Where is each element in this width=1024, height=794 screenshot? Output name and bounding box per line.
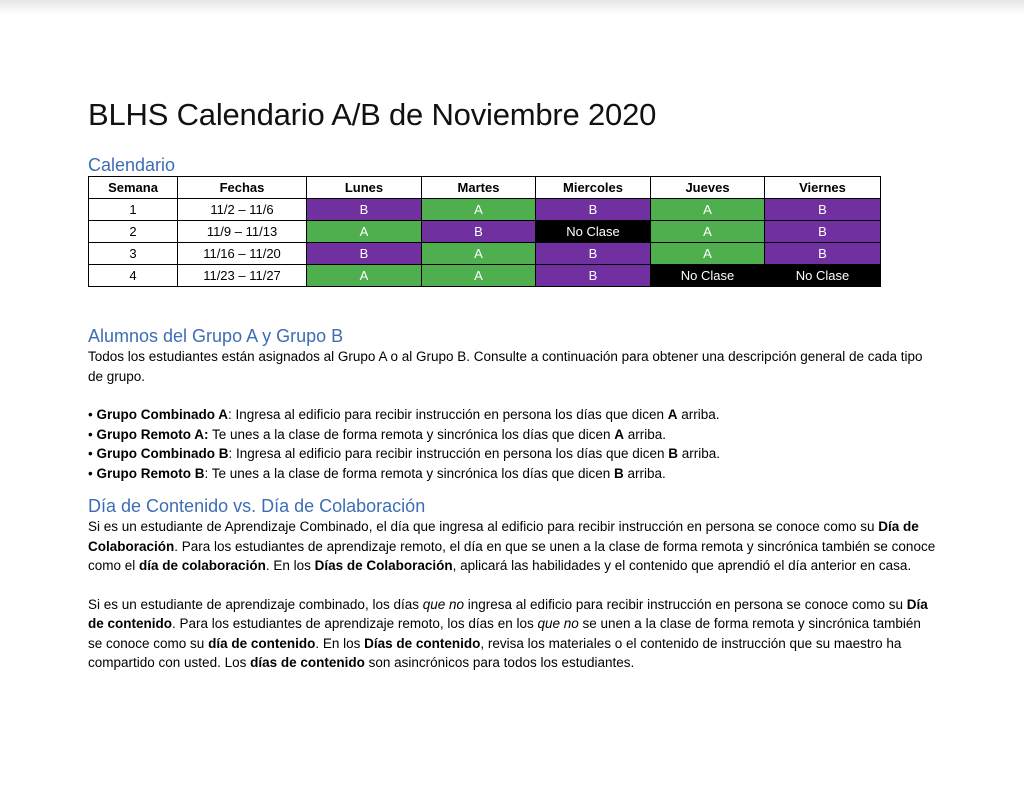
bold-run: Días de Colaboración <box>314 558 453 573</box>
calendar-heading: Calendario <box>88 155 176 175</box>
text-run: . Para los estudiantes de aprendizaje remoto, el día en que se unen a la clase de forma remota y sincrónica también se conoce como el <box>88 538 936 573</box>
day-cell: B <box>536 243 651 265</box>
dates-cell: 11/23 – 11/27 <box>178 265 307 287</box>
bullet-key: B <box>613 465 624 481</box>
text-run: , aplicará las habilidades y el contenido que aprendió el día anterior en casa. <box>452 558 912 573</box>
week-cell: 1 <box>89 199 178 221</box>
calendar-body <box>89 199 881 287</box>
dates-cell: 11/16 – 11/20 <box>178 243 307 265</box>
bullet-marker: • <box>88 426 93 442</box>
week-cell: 2 <box>89 221 178 243</box>
bullet-key: B <box>668 446 679 461</box>
text-run: . En los <box>265 558 315 573</box>
day-cell: No Clase <box>651 265 765 287</box>
dates-cell: 11/9 – 11/13 <box>178 221 307 243</box>
week-cell: 4 <box>89 265 178 287</box>
italic-run: que no <box>537 616 579 631</box>
day-cell: B <box>422 221 536 243</box>
day-cell: B <box>765 243 881 265</box>
content-day-heading: Día de Contenido vs. Día de Colaboración <box>88 496 426 516</box>
text-run: Si es un estudiante de aprendizaje combinado, los días <box>88 596 423 612</box>
day-cell: B <box>307 199 422 221</box>
header-viernes: Viernes <box>765 177 881 199</box>
text-run: ingresa al edificio para recibir instrucción en persona se conoce como su <box>464 596 907 612</box>
bullet-item <box>88 444 938 464</box>
bullet-item <box>88 425 938 445</box>
paragraph-content-day <box>88 595 938 673</box>
header-fechas: Fechas <box>178 177 307 199</box>
header-miercoles: Miercoles <box>536 177 651 199</box>
bullet-text: Ingresa al edificio para recibir instrucción en persona los días que dicen <box>231 407 668 422</box>
paragraph-collaboration <box>88 517 938 576</box>
day-cell: B <box>536 199 651 221</box>
day-cell: A <box>422 265 536 287</box>
bullet-separator: : <box>228 407 232 422</box>
day-cell: B <box>536 265 651 287</box>
day-cell: A <box>651 243 765 265</box>
bullet-text: Te unes a la clase de forma remota y sincrónica los días que dicen <box>208 426 615 442</box>
bullet-marker: • <box>88 407 93 422</box>
bullet-text: Te unes a la clase de forma remota y sincrónica los días que dicen <box>208 465 614 481</box>
table-row <box>89 243 881 265</box>
bullet-separator: : <box>204 465 209 481</box>
bold-run: día de contenido <box>208 635 316 651</box>
bold-run: días de contenido <box>250 655 365 670</box>
day-cell: B <box>765 221 881 243</box>
bullet-key: A <box>614 426 624 442</box>
day-cell: A <box>307 265 422 287</box>
day-cell: A <box>307 221 422 243</box>
window-top-edge <box>0 0 1024 14</box>
bullet-key: A <box>667 407 678 422</box>
bullet-separator: : <box>228 446 233 461</box>
header-jueves: Jueves <box>651 177 765 199</box>
groups-intro: Todos los estudiantes están asignados al Grupo A o al Grupo B. Consulte a continuación para obtener una descripción general de cada tipo de grupo. <box>88 349 923 384</box>
bold-run: Días de contenido <box>364 635 481 651</box>
bullet-item <box>88 464 938 484</box>
bullet-text: Ingresa al edificio para recibir instrucción en persona los días que dicen <box>232 446 669 461</box>
day-cell: A <box>422 199 536 221</box>
bullet-text-end: arriba. <box>678 446 721 461</box>
day-cell: B <box>307 243 422 265</box>
bold-run: Día de contenido <box>88 596 928 631</box>
header-lunes: Lunes <box>307 177 422 199</box>
bullet-text-end: arriba. <box>677 407 720 422</box>
calendar-table <box>88 176 881 287</box>
bold-run: Día de Colaboración <box>88 519 919 554</box>
page-title: BLHS Calendario A/B de Noviembre 2020 <box>88 97 657 132</box>
text-run: Si es un estudiante de Aprendizaje Combinado, el día que ingresa al edificio para recibir instrucción en persona se conoce como su <box>88 519 879 534</box>
text-run: se unen a la clase de forma remota y sincrónica también se conoce como su <box>88 616 921 651</box>
bullet-label: Grupo Combinado B <box>96 446 229 461</box>
header-semana: Semana <box>89 177 178 199</box>
bullet-text-end: arriba. <box>623 426 666 442</box>
day-cell: B <box>765 199 881 221</box>
italic-run: que no <box>422 596 465 612</box>
day-cell: A <box>422 243 536 265</box>
bullet-marker: • <box>88 446 93 461</box>
header-martes: Martes <box>422 177 536 199</box>
table-row <box>89 221 881 243</box>
day-cell: A <box>651 221 765 243</box>
groups-heading: Alumnos del Grupo A y Grupo B <box>88 326 344 346</box>
bullet-marker: • <box>88 465 93 481</box>
dates-cell: 11/2 – 11/6 <box>178 199 307 221</box>
day-cell: No Clase <box>536 221 651 243</box>
document-page <box>88 96 938 673</box>
table-row <box>89 265 881 287</box>
bullet-item <box>88 405 938 425</box>
calendar-header-row <box>89 177 881 199</box>
week-cell: 3 <box>89 243 178 265</box>
day-cell: No Clase <box>765 265 881 287</box>
text-run: . Para los estudiantes de aprendizaje remoto, los días en los <box>172 616 538 631</box>
bullet-label: Grupo Combinado A <box>96 407 228 422</box>
text-run: . En los <box>315 635 365 651</box>
text-run: son asincrónicos para todos los estudiantes. <box>364 655 635 670</box>
bullet-label: Grupo Remoto B <box>96 465 205 481</box>
bold-run: día de colaboración <box>139 558 266 573</box>
text-run: , revisa los materiales o el contenido de instrucción que su maestro ha compartido con usted. Los <box>88 635 902 670</box>
table-row <box>89 199 881 221</box>
bullet-text-end: arriba. <box>623 465 666 481</box>
day-cell: A <box>651 199 765 221</box>
bullet-label: Grupo Remoto A: <box>96 426 209 442</box>
